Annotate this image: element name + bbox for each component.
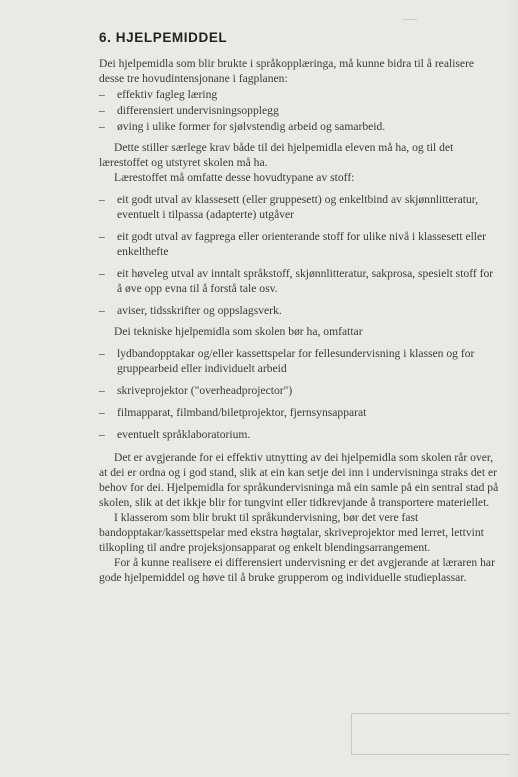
list-item: – eit godt utval av fagprega eller orienterande stoff for ulike nivå i klassesett eller enkelthefte bbox=[99, 229, 501, 259]
page-edge-shadow bbox=[504, 0, 518, 777]
scan-mark bbox=[403, 19, 417, 20]
list-item: – differensiert undervisningsopplegg bbox=[99, 103, 501, 118]
list-item: – eit høveleg utval av inntalt språkstoff, skjønnlitteratur, sakprosa, spesielt stoff for å øve opp evna til å forstå tale osv. bbox=[99, 266, 501, 296]
list-item: – filmapparat, filmband/biletprojektor, fjernsynsapparat bbox=[99, 405, 501, 420]
material-types-list bbox=[99, 192, 501, 318]
section-heading: 6. HJELPEMIDDEL bbox=[99, 30, 228, 45]
differentiation-paragraph: For å kunne realisere ei differensiert undervisning er det avgjerande at læraren har gode hjelpemiddel og høve til å bruke grupperom og individuelle studieplassar. bbox=[99, 556, 495, 584]
organisation-paragraph: Det er avgjerande for ei effektiv utnytting av dei hjelpemidla som skolen rår over, at dei er ordna og i god stand, slik at ein kan setje dei inn i undervisninga straks det er behov for dei. Hjelpemidla for språkundervisninga må ein samle på ein sentral stad på skolen, slik at det ikkje blir for tungvint eller tidkrevjande å transportere materiellet. bbox=[99, 451, 499, 509]
intentions-list bbox=[99, 87, 501, 134]
technical-intro-paragraph: Dei tekniske hjelpemidla som skolen bør ha, omfattar bbox=[114, 325, 363, 338]
list-item: – skriveprojektor ("overheadprojector") bbox=[99, 383, 501, 398]
list-item: – eit godt utval av klassesett (eller gruppesett) og enkeltbind av skjønnlitteratur, eventuelt i tilpassa (adapterte) utgåver bbox=[99, 192, 501, 222]
material-intro-paragraph: Lærestoffet må omfatte desse hovudtypane av stoff: bbox=[114, 171, 355, 184]
blank-label-box bbox=[351, 713, 510, 755]
list-item: – lydbandopptakar og/eller kassettspelar for fellesundervisning i klassen og for gruppearbeid eller individuelt arbeid bbox=[99, 346, 501, 376]
requirements-paragraph: Dette stiller særlege krav både til dei hjelpemidla eleven må ha, og til det lærestoffet og utstyret skolen må ha. bbox=[99, 141, 454, 169]
classroom-paragraph: I klasserom som blir brukt til språkundervisning, bør det vere fast bandopptakar/kassettspelar med ekstra høgtalar, skriveprojektor med lerret, lettvint tilkopling til andre projeksjonsapparat og enkelt blendingsarrangement. bbox=[99, 511, 484, 554]
list-item: – eventuelt språklaboratorium. bbox=[99, 427, 501, 442]
section-body bbox=[99, 56, 501, 585]
list-item: – aviser, tidsskrifter og oppslagsverk. bbox=[99, 303, 501, 318]
intro-paragraph: Dei hjelpemidla som blir brukte i språkopplæringa, må kunne bidra til å realisere desse tre hovudintensjonane i fagplanen: bbox=[99, 57, 475, 85]
list-item: – øving i ulike former for sjølvstendig arbeid og samarbeid. bbox=[99, 119, 501, 134]
technical-aids-list bbox=[99, 346, 501, 442]
list-item: – effektiv fagleg læring bbox=[99, 87, 501, 102]
